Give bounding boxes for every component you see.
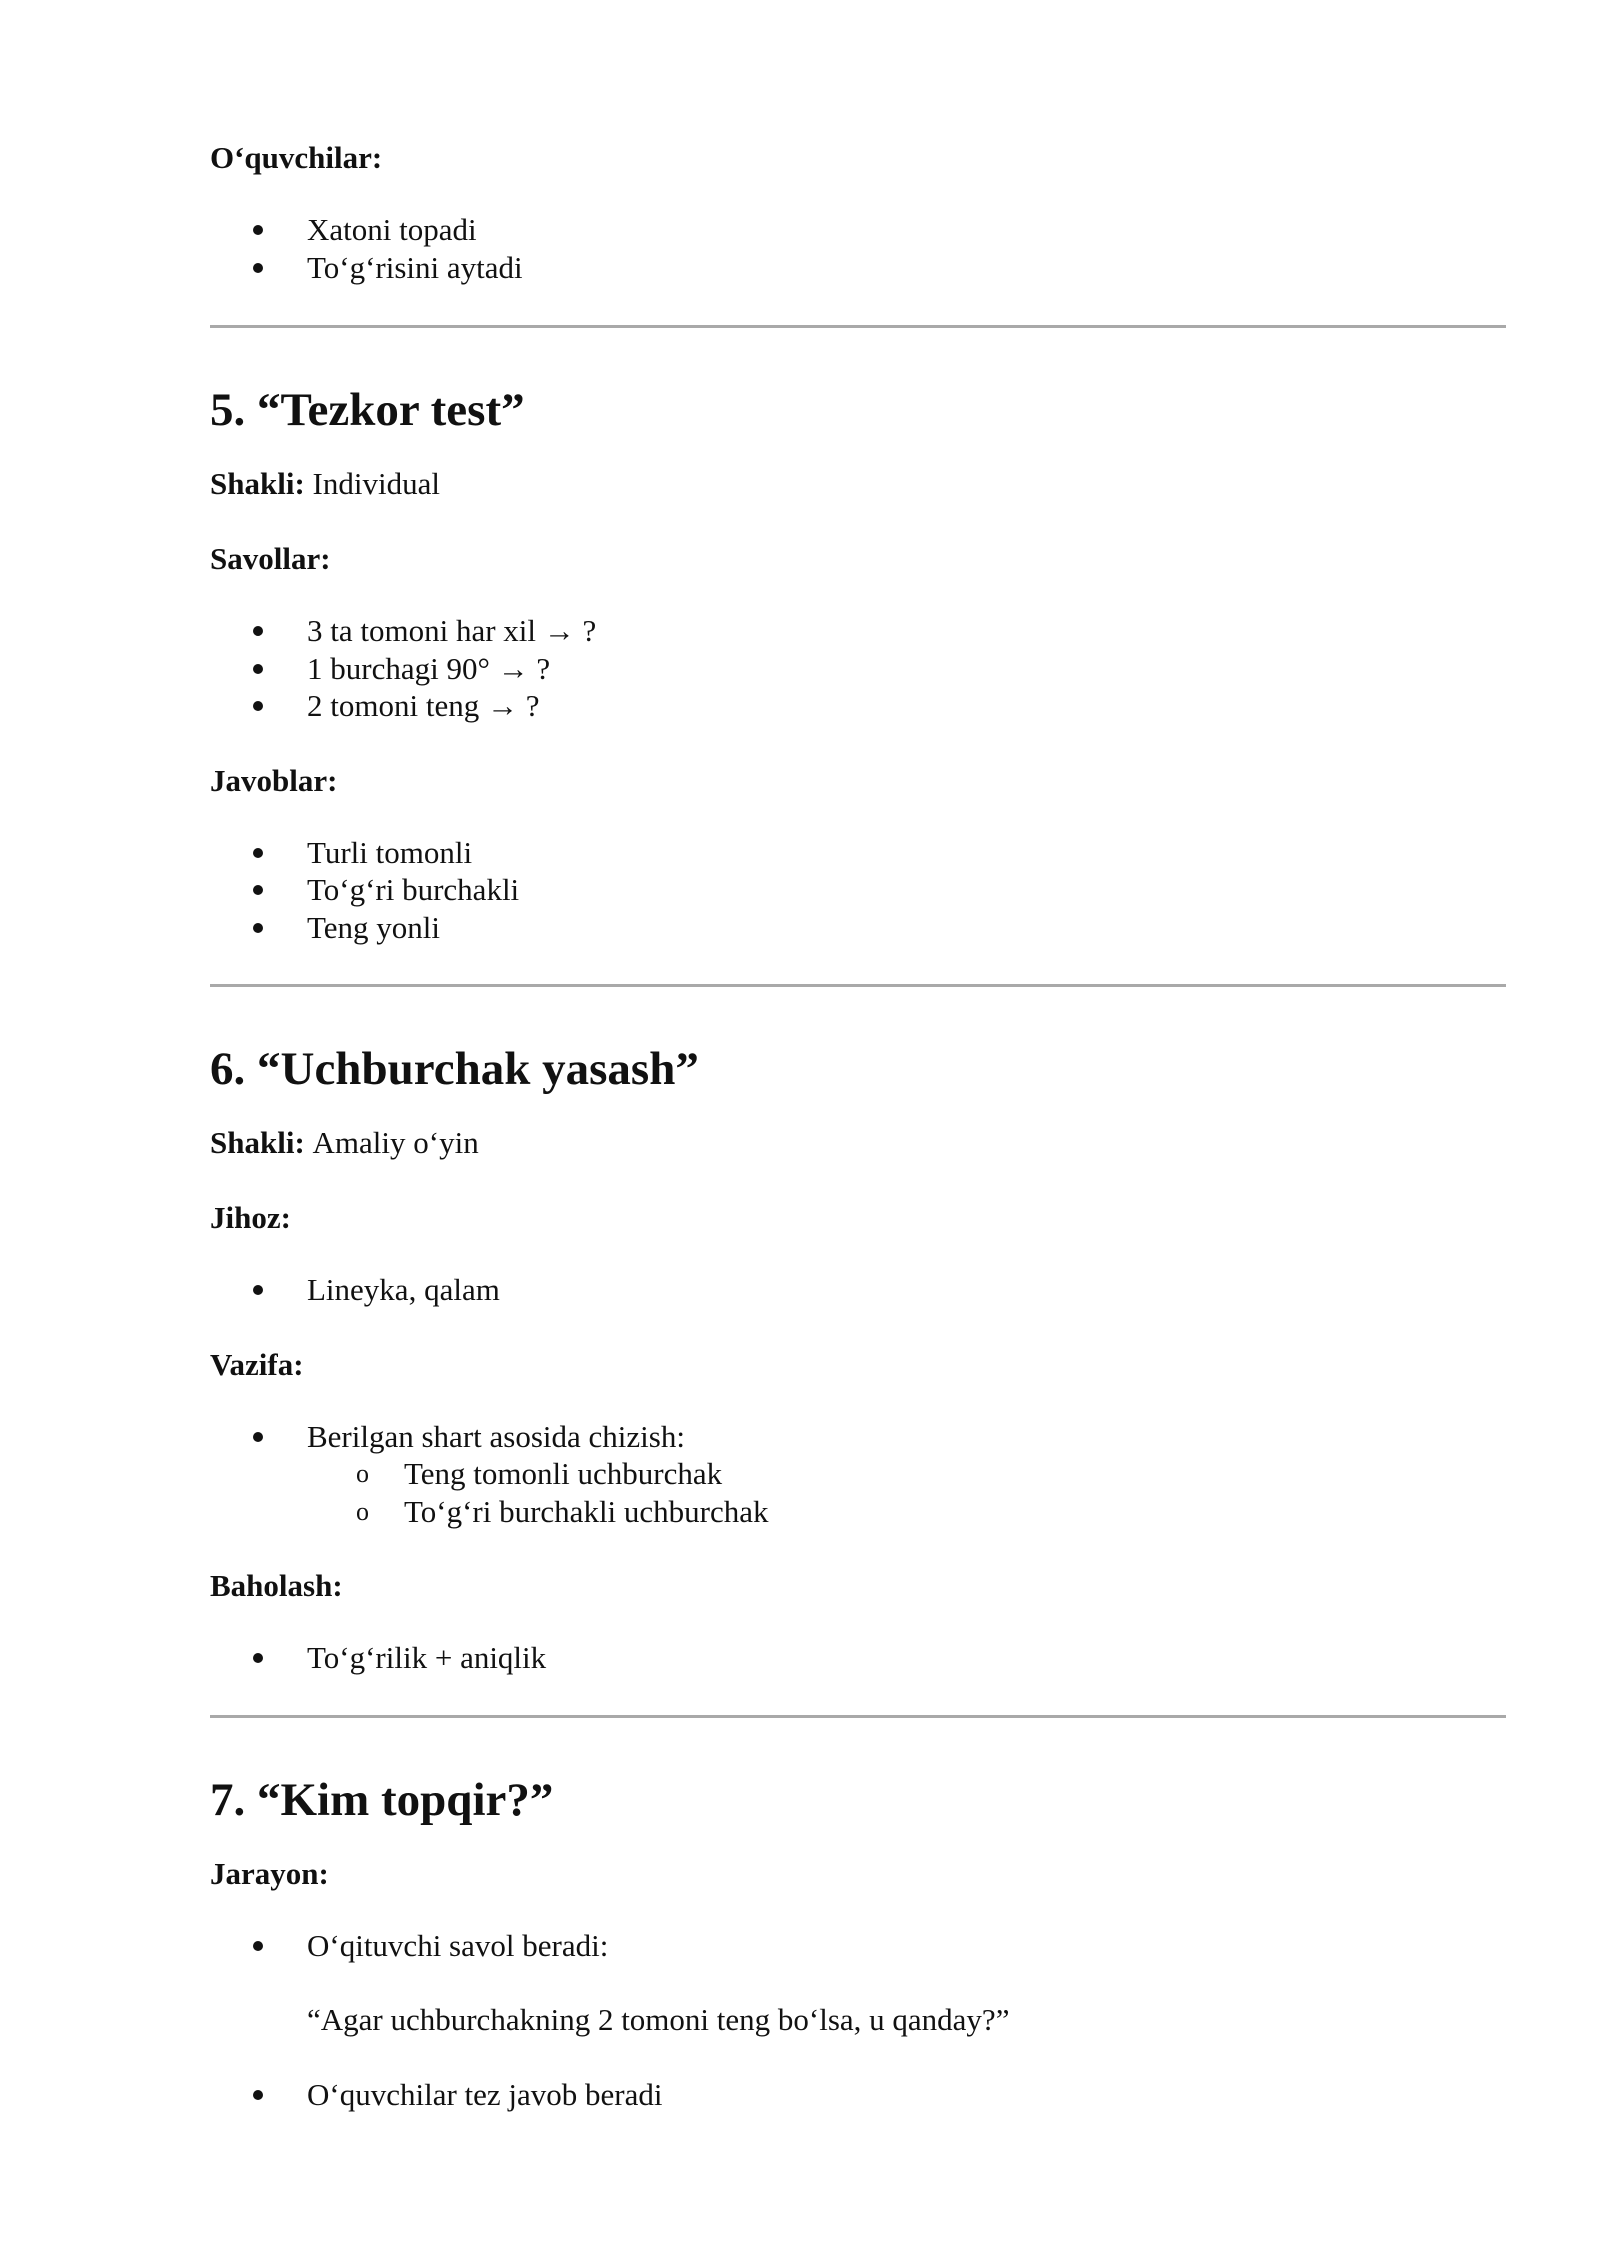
bullet-icon <box>253 848 263 858</box>
circle-bullet-icon: o <box>356 1496 369 1526</box>
students-list <box>210 211 1506 286</box>
bullet-icon <box>253 664 263 674</box>
answers-label: Javoblar: <box>210 762 338 798</box>
bullet-icon <box>253 2090 263 2100</box>
document-page <box>210 140 1506 2113</box>
section-7-title: 7. “Kim topqir?” <box>210 1773 554 1826</box>
circle-bullet-icon: o <box>356 1459 369 1488</box>
list-item: To‘g‘ri burchakli <box>210 871 1506 909</box>
list-item: Lineyka, qalam <box>210 1271 1506 1309</box>
process-label: Jarayon: <box>210 1855 329 1891</box>
questions-list <box>210 612 1506 725</box>
list-item: O‘quvchilar tez javob beradi <box>210 2076 1506 2114</box>
section-6-form: Shakli: Amaliy o‘yin <box>210 1125 479 1160</box>
list-item: Berilgan shart asosida chizish: o Teng tomonli uchburchak o To‘g‘ri burchakli uchburchak <box>210 1418 1506 1531</box>
bullet-icon <box>253 1285 263 1295</box>
grading-list <box>210 1639 1506 1677</box>
list-item: 1 burchagi 90° → ? <box>210 650 1506 688</box>
section-divider <box>210 325 1506 328</box>
list-item: 3 ta tomoni har xil → ? <box>210 612 1506 650</box>
students-label: O‘quvchilar: <box>210 140 383 175</box>
task-sub-list <box>307 1455 1506 1530</box>
list-item: To‘g‘rilik + aniqlik <box>210 1639 1506 1677</box>
bullet-icon <box>253 225 263 235</box>
equipment-list <box>210 1271 1506 1309</box>
answers-list <box>210 834 1506 947</box>
section-6-title: 6. “Uchburchak yasash” <box>210 1043 699 1095</box>
grading-label: Baholash: <box>210 1568 343 1603</box>
section-5-form: Shakli: Individual <box>210 466 440 501</box>
list-item: O‘qituvchi savol beradi: <box>210 1927 1506 1965</box>
list-item: Teng yonli <box>210 909 1506 947</box>
teacher-question-quote: “Agar uchburchakning 2 tomoni teng bo‘lsa, u qanday?” <box>307 2002 1010 2037</box>
questions-label: Savollar: <box>210 541 331 576</box>
section-5-title: 5. “Tezkor test” <box>210 384 525 436</box>
equipment-label: Jihoz: <box>210 1200 291 1235</box>
process-list-2 <box>210 2076 1506 2114</box>
bullet-icon <box>253 626 263 636</box>
process-list <box>210 1927 1506 1965</box>
list-item: Turli tomonli <box>210 834 1506 872</box>
bullet-icon <box>253 1941 263 1951</box>
list-item: To‘g‘risini aytadi <box>210 249 1506 287</box>
section-divider <box>210 1715 1506 1718</box>
bullet-icon <box>253 701 263 711</box>
list-item: Xatoni topadi <box>210 211 1506 249</box>
bullet-icon <box>253 263 263 273</box>
bullet-icon <box>253 1653 263 1663</box>
bullet-icon <box>253 923 263 933</box>
section-divider <box>210 984 1506 987</box>
task-label: Vazifa: <box>210 1346 304 1382</box>
task-list <box>210 1418 1506 1531</box>
sub-list-item: o Teng tomonli uchburchak <box>356 1456 723 1491</box>
bullet-icon <box>253 885 263 895</box>
bullet-icon <box>253 1432 263 1442</box>
list-item: 2 tomoni teng → ? <box>210 687 1506 725</box>
sub-list-item: o To‘g‘ri burchakli uchburchak <box>356 1493 769 1529</box>
